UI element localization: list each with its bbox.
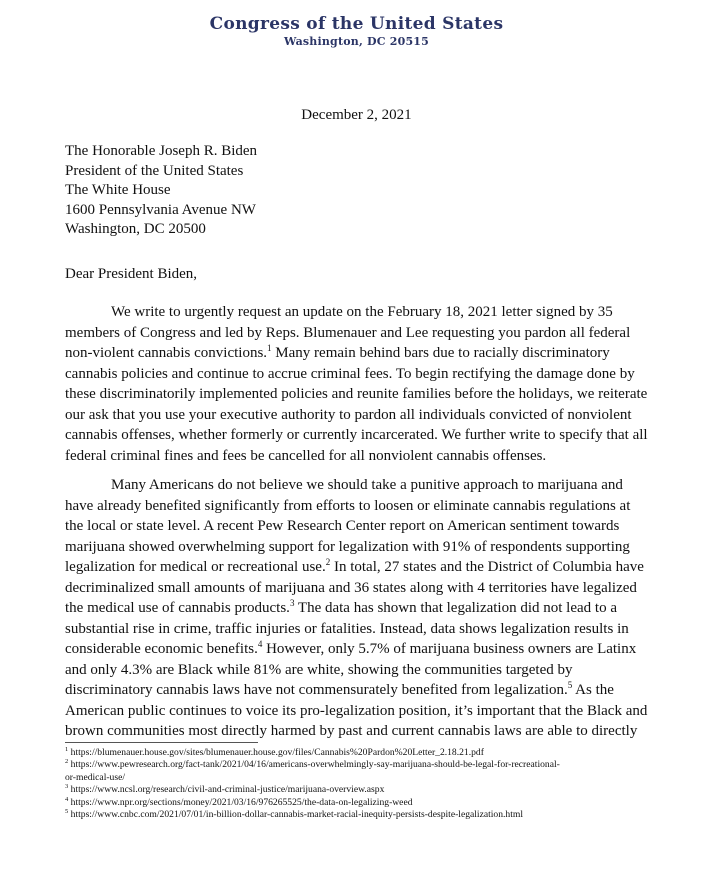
footnote-1: [65, 747, 560, 759]
footnote-4: [65, 797, 560, 809]
paragraph-line: have already benefited significantly from efforts to loosen or eliminate cannabis regulations at: [65, 497, 631, 514]
recipient-line: 1600 Pennsylvania Avenue NW: [65, 201, 256, 218]
footnote-link[interactable]: https://www.cnbc.com/2021/07/01/in-billion-dollar-cannabis-market-racial-inequity-persists-despite-legalization.html: [68, 809, 524, 821]
paragraph-line: these discriminatorily implemented policies and reunite families before the holidays, we reiterate: [65, 386, 648, 402]
paragraph-line: [65, 343, 655, 364]
text-run: The data has shown that legalization did not lead to a: [294, 600, 617, 616]
footnote-ref: 4: [257, 639, 263, 649]
paragraph-line: Many Americans do not believe we should take a punitive approach to marijuana and: [111, 477, 623, 493]
paragraph-line: American public continues to voice its pro-legalization position, it’s important that the Black and: [65, 702, 648, 719]
paragraph-line: brown communities most directly harmed by past and current cannabis laws are able to directly: [65, 723, 638, 739]
paragraph-line: [65, 680, 655, 701]
paragraph-1: [65, 302, 655, 466]
text-run: In total, 27 states and the District of Columbia have: [330, 559, 644, 575]
paragraph-line: members of Congress and led by Reps. Blumenauer and Lee requesting you pardon all federal: [65, 324, 631, 341]
paragraph-2: [65, 475, 655, 742]
footnote-divider: [65, 742, 258, 743]
footnote-2: [65, 759, 560, 771]
footnote-link[interactable]: https://www.ncsl.org/research/civil-and-criminal-justice/marijuana-overview.aspx: [68, 784, 385, 796]
letterhead-title: Congress of the United States: [209, 14, 504, 34]
text-run: Many remain behind bars due to racially discriminatory: [271, 345, 610, 361]
paragraph-line: substantial rise in crime, traffic injuries or fatalities. Instead, data shows legalization results in: [65, 620, 629, 637]
letterhead-subtitle: Washington, DC 20515: [283, 35, 430, 48]
footnote-number: 1: [65, 745, 69, 753]
letterhead: [0, 14, 713, 48]
paragraph-line: [65, 598, 655, 619]
footnote-number: 4: [65, 795, 69, 803]
footnote-5: [65, 809, 560, 821]
recipient-line: President of the United States: [65, 162, 244, 179]
paragraph-line: the local or state level. A recent Pew Research Center report on American sentiment towards: [65, 518, 620, 534]
text-run: However, only 5.7% of marijuana business owners are Latinx: [262, 641, 637, 657]
footnote-link[interactable]: https://blumenauer.house.gov/sites/blumenauer.house.gov/files/Cannabis%20Pardon%20Letter_2.18.21.pdf: [68, 747, 484, 758]
salutation: Dear President Biden,: [65, 266, 198, 282]
footnote-ref: 2: [325, 557, 331, 567]
text-run: the medical use of cannabis products.: [65, 600, 290, 616]
paragraph-line: cannabis offenses, whether formerly or currently incarcerated. We further write to specify that all: [65, 427, 648, 443]
paragraph-line: our ask that you use your executive authority to pardon all individuals convicted of nonviolent: [65, 406, 632, 423]
letter-date: December 2, 2021: [301, 107, 412, 123]
footnote-3: [65, 784, 560, 796]
recipient-line: The Honorable Joseph R. Biden: [65, 143, 258, 159]
text-run: legalization for medical or recreational use.: [65, 559, 326, 575]
paragraph-line: and only 4.3% are Black while 81% are white, showing the communities targeted by: [65, 661, 573, 678]
footnote-link[interactable]: https://www.pewresearch.org/fact-tank/2021/04/16/americans-overwhelmingly-say-marijuana-should-be-legal-for-recreational-: [68, 759, 560, 771]
paragraph-line: decriminalized small amounts of marijuana and 36 states along with 4 territories have legalized: [65, 579, 637, 596]
footnote-link[interactable]: https://www.npr.org/sections/money/2021/03/16/976265525/the-data-on-legalizing-weed: [68, 796, 413, 808]
recipient-line: The White House: [65, 182, 171, 198]
footnote-ref: 5: [567, 680, 573, 690]
text-run: non-violent cannabis convictions.: [65, 345, 268, 361]
footnote-ref: 1: [267, 343, 272, 353]
paragraph-line: We write to urgently request an update on the February 18, 2021 letter signed by 35: [111, 304, 613, 320]
footnote-number: 5: [65, 807, 69, 815]
footnotes: [65, 747, 560, 821]
paragraph-line: [65, 639, 655, 660]
paragraph-line: [65, 557, 655, 578]
footnote-ref: 3: [289, 598, 295, 608]
text-run: discriminatory cannabis laws have not commensurately benefited from legalization.: [65, 682, 568, 698]
text-run: As the: [572, 682, 614, 698]
footnote-number: 3: [65, 783, 69, 791]
footnote-number: 2: [65, 758, 69, 766]
recipient-line: Washington, DC 20500: [65, 221, 206, 237]
text-run: considerable economic benefits.: [65, 641, 258, 657]
paragraph-line: marijuana showed overwhelming support for legalization with 91% of respondents supporting: [65, 538, 630, 555]
paragraph-line: federal criminal fines and fees be cancelled for all nonviolent cannabis offenses.: [65, 447, 547, 464]
footnote-2-continuation[interactable]: or-medical-use/: [65, 771, 126, 783]
paragraph-line: cannabis policies and continue to accrue criminal fees. To begin rectifying the damage done by: [65, 365, 635, 382]
recipient-address: [65, 142, 257, 240]
